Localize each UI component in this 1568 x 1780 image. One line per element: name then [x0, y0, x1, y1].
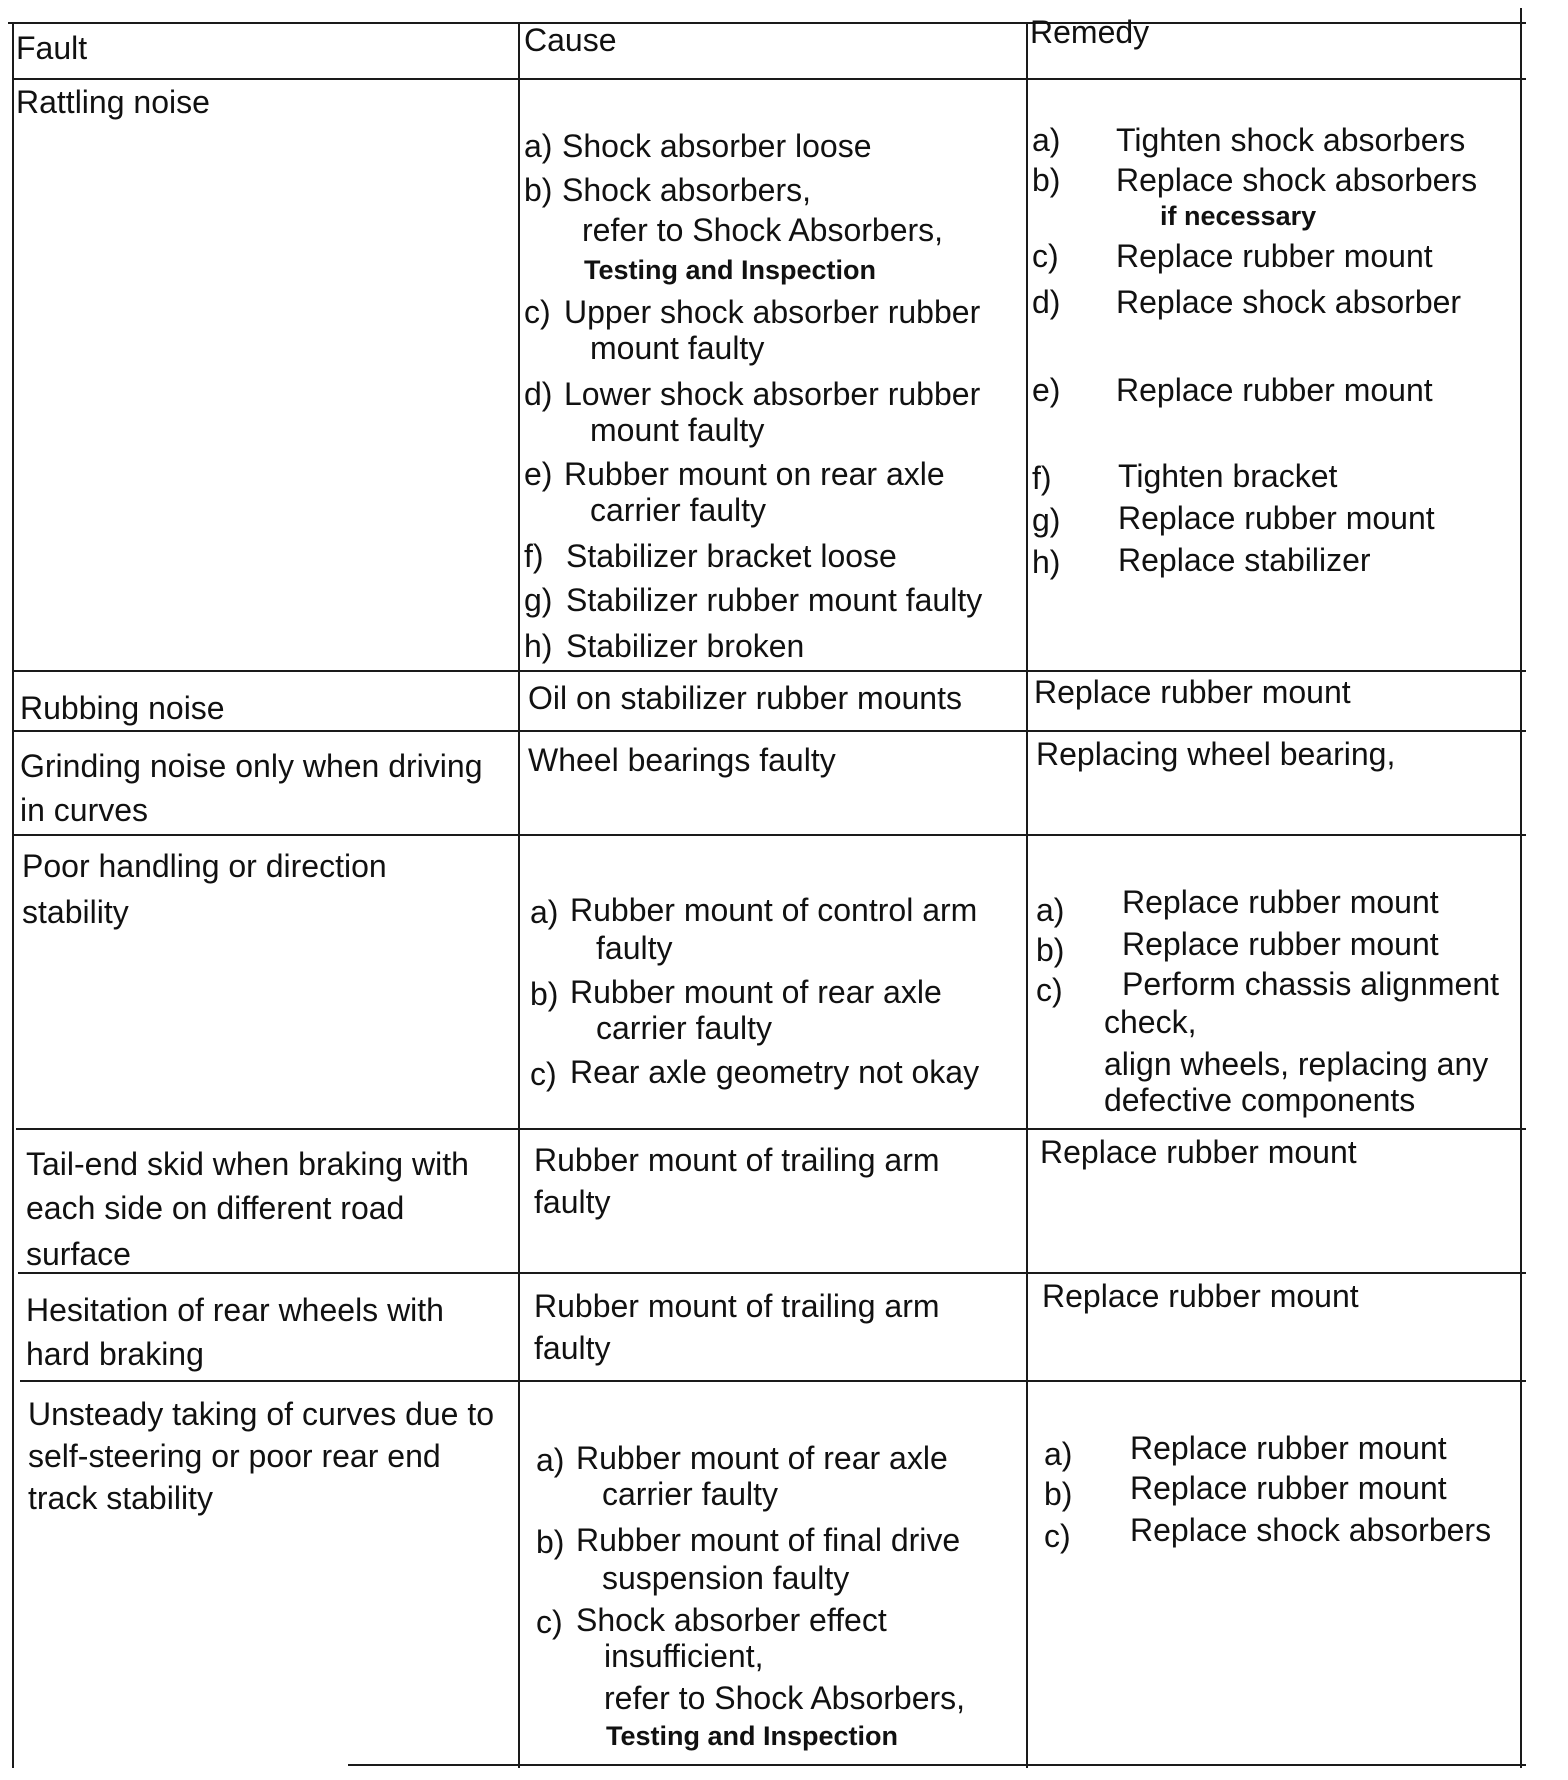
remedy-label: e): [1032, 372, 1061, 408]
header-remedy: Remedy: [1030, 14, 1150, 50]
header-cause: Cause: [524, 22, 617, 58]
remedy-note: if necessary: [1160, 201, 1317, 231]
remedy-label: d): [1032, 284, 1061, 320]
row-border: [16, 1128, 1526, 1130]
cause-text: mount faulty: [590, 330, 765, 366]
remedy-text: Replace rubber mount: [1116, 372, 1433, 408]
cause-text: Shock absorber loose: [562, 128, 872, 164]
fault-hesitation: hard braking: [26, 1336, 204, 1372]
fault-tail-end-skid: surface: [26, 1236, 131, 1272]
cause-label: b): [524, 172, 553, 208]
remedy-text: Replace rubber mount: [1118, 500, 1435, 536]
fault-tail-end-skid: Tail-end skid when braking with: [26, 1146, 469, 1182]
cause-text: faulty: [534, 1330, 611, 1366]
cause-text: carrier faulty: [602, 1476, 779, 1512]
header-bottom-border: [12, 78, 1526, 80]
cause-label: d): [524, 376, 553, 412]
cause-label: c): [530, 1056, 557, 1092]
cause-text: Wheel bearings faulty: [528, 742, 836, 778]
row-border: [14, 730, 1526, 732]
row-border: [20, 1380, 1526, 1382]
cause-text: insufficient,: [604, 1638, 764, 1674]
remedy-text: Replace rubber mount: [1122, 884, 1439, 920]
fault-poor-handling: stability: [22, 894, 129, 930]
fault-unsteady-curves: track stability: [28, 1480, 213, 1516]
remedy-text: Replace rubber mount: [1122, 926, 1439, 962]
cause-text: Shock absorbers,: [562, 172, 812, 208]
cause-label: h): [524, 628, 553, 664]
cause-text: Stabilizer broken: [566, 628, 805, 664]
remedy-label: b): [1044, 1476, 1073, 1512]
cause-reference: Testing and Inspection: [606, 1721, 899, 1751]
remedy-label: a): [1032, 122, 1061, 158]
remedy-text: Replace rubber mount: [1130, 1430, 1447, 1466]
cause-text: Lower shock absorber rubber: [564, 376, 981, 412]
remedy-label: f): [1032, 460, 1052, 496]
remedy-label: c): [1032, 238, 1059, 274]
remedy-text: Replace rubber mount: [1042, 1278, 1359, 1314]
remedy-text: check,: [1104, 1004, 1197, 1040]
fault-tail-end-skid: each side on different road: [26, 1190, 405, 1226]
cause-text: Rubber mount of trailing arm: [534, 1288, 940, 1324]
cause-text: carrier faulty: [590, 492, 767, 528]
remedy-text: Replace shock absorber: [1116, 284, 1462, 320]
remedy-label: c): [1044, 1518, 1071, 1554]
remedy-label: b): [1032, 162, 1061, 198]
remedy-text: Replace shock absorbers: [1130, 1512, 1492, 1548]
remedy-text: Replace shock absorbers: [1116, 162, 1478, 198]
cause-label: a): [524, 128, 553, 164]
remedy-text: Replace stabilizer: [1118, 542, 1371, 578]
column-divider-remedy: [1026, 22, 1028, 1768]
remedy-text: align wheels, replacing any: [1104, 1046, 1489, 1082]
cause-text: Stabilizer rubber mount faulty: [566, 582, 983, 618]
remedy-text: Replace rubber mount: [1034, 674, 1351, 710]
cause-text: Rubber mount of rear axle: [576, 1440, 948, 1476]
fault-rattling-noise: Rattling noise: [16, 84, 210, 120]
cause-label: b): [536, 1524, 565, 1560]
cause-label: a): [536, 1442, 565, 1478]
remedy-label: b): [1036, 932, 1065, 968]
fault-poor-handling: Poor handling or direction: [22, 848, 387, 884]
cause-text: refer to Shock Absorbers,: [604, 1680, 966, 1716]
cause-text: refer to Shock Absorbers,: [582, 212, 944, 248]
fault-grinding-noise: Grinding noise only when driving: [20, 748, 483, 784]
cause-text: Rubber mount on rear axle: [564, 456, 945, 492]
cause-text: mount faulty: [590, 412, 765, 448]
cause-text: faulty: [596, 930, 673, 966]
remedy-label: h): [1032, 544, 1061, 580]
header-fault: Fault: [16, 30, 88, 66]
remedy-text: Replace rubber mount: [1040, 1134, 1357, 1170]
cause-text: Rubber mount of trailing arm: [534, 1142, 940, 1178]
fault-rubbing-noise: Rubbing noise: [20, 690, 225, 726]
remedy-text: Tighten bracket: [1118, 458, 1338, 494]
table-bottom-border: [348, 1764, 1526, 1766]
table-top-border: [8, 22, 1526, 24]
cause-text: Rubber mount of final drive: [576, 1522, 961, 1558]
cause-label: b): [530, 976, 559, 1012]
cause-text: Upper shock absorber rubber: [564, 294, 981, 330]
remedy-label: a): [1036, 892, 1065, 928]
cause-label: c): [524, 294, 551, 330]
remedy-text: Replace rubber mount: [1116, 238, 1433, 274]
fault-grinding-noise: in curves: [20, 792, 149, 828]
cause-text: carrier faulty: [596, 1010, 773, 1046]
row-border: [14, 834, 1526, 836]
fault-unsteady-curves: self-steering or poor rear end: [28, 1438, 441, 1474]
row-border: [18, 1272, 1526, 1274]
column-divider-cause: [518, 22, 520, 1768]
remedy-label: c): [1036, 972, 1063, 1008]
remedy-text: defective components: [1104, 1082, 1416, 1118]
cause-text: Oil on stabilizer rubber mounts: [528, 680, 962, 716]
cause-label: f): [524, 538, 544, 574]
cause-label: g): [524, 582, 553, 618]
cause-text: Stabilizer bracket loose: [566, 538, 897, 574]
cause-text: suspension faulty: [602, 1560, 850, 1596]
cause-reference: Testing and Inspection: [584, 255, 877, 285]
fault-unsteady-curves: Unsteady taking of curves due to: [28, 1396, 495, 1432]
remedy-text: Replace rubber mount: [1130, 1470, 1447, 1506]
cause-label: c): [536, 1604, 563, 1640]
row-border: [14, 670, 1526, 672]
remedy-label: g): [1032, 502, 1061, 538]
table-left-border: [12, 22, 14, 1768]
cause-label: e): [524, 456, 553, 492]
remedy-text: Tighten shock absorbers: [1116, 122, 1466, 158]
cause-text: Rear axle geometry not okay: [570, 1054, 980, 1090]
cause-label: a): [530, 894, 559, 930]
cause-text: Rubber mount of rear axle: [570, 974, 942, 1010]
remedy-text: Perform chassis alignment: [1122, 966, 1500, 1002]
cause-text: faulty: [534, 1184, 611, 1220]
cause-text: Shock absorber effect: [576, 1602, 887, 1638]
cause-text: Rubber mount of control arm: [570, 892, 978, 928]
remedy-text: Replacing wheel bearing,: [1036, 736, 1396, 772]
fault-hesitation: Hesitation of rear wheels with: [26, 1292, 444, 1328]
remedy-label: a): [1044, 1436, 1073, 1472]
table-right-border: [1520, 8, 1522, 1768]
